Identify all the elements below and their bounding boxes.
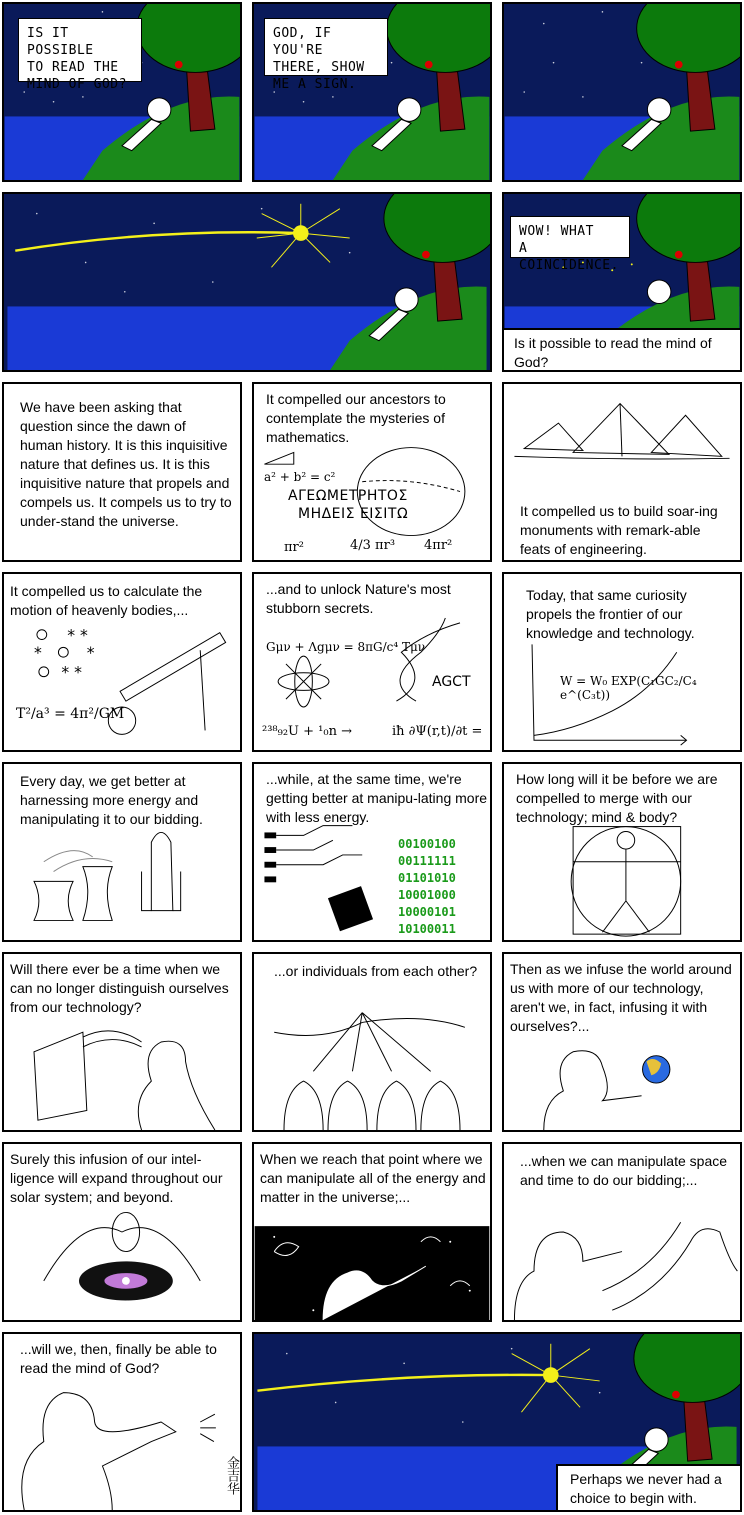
panel-caption: ...and to unlock Nature's most stubborn secrets. [266, 581, 451, 616]
panel-caption: Then as we infuse the world around us with more of our technology, aren't we, in fact, infusing it with ourselves?... [510, 961, 732, 1034]
panel-6 [2, 382, 242, 562]
panel-8 [502, 382, 742, 562]
dna-label: AGCT [432, 674, 471, 690]
panel-caption: We have been asking that question since the dawn of human history. It is this inquisitive nature that defines us. It is this inquisitive nature that propels and compels us. It compels us to try to under-stand the universe. [20, 399, 232, 529]
panel-caption: ...when we can manipulate space and time to do our bidding;... [520, 1153, 728, 1188]
panel-3 [502, 2, 742, 182]
galaxy-in-hands-drawing [4, 1144, 240, 1320]
panel-15 [2, 952, 242, 1132]
speech-bubble: WOW! WHAT A COINCIDENCE. [510, 216, 630, 258]
caption-box: Perhaps we never had a choice to begin with. [556, 1464, 742, 1512]
panel-caption: It compelled our ancestors to contemplate the mysteries of mathematics. [266, 391, 446, 445]
circle-area-formula: πr² [284, 540, 304, 555]
panel-17 [502, 952, 742, 1132]
svg-text:* *: * * [61, 662, 82, 682]
panel-7 [252, 382, 492, 562]
nuclear-fission-equation: ²³⁸₉₂U + ¹₀n → [262, 724, 352, 739]
panel-19 [252, 1142, 492, 1322]
speech-bubble: IS IT POSSIBLE TO READ THE MIND OF GOD? [18, 18, 142, 82]
panel-18 [2, 1142, 242, 1322]
panel-2 [252, 2, 492, 182]
svg-text:* *: * * [67, 625, 88, 645]
panel-5 [502, 192, 742, 372]
panel-caption: Every day, we get better at harnessing more energy and manipulating it to our bidding. [20, 773, 203, 827]
sphere-volume-formula: 4/3 πr³ [350, 538, 396, 553]
connected-individuals-drawing [254, 954, 490, 1130]
panel-4 [2, 192, 492, 372]
panel-10 [252, 572, 492, 752]
binary-line: 10100011 [398, 922, 456, 936]
greek-inscription-1: ΑΓΕΩΜΕΤΡΗΤΟΣ [288, 488, 408, 504]
panel-caption: ...while, at the same time, we're getting better at manipu-lating more with less energy. [266, 771, 488, 825]
panel-13 [252, 762, 492, 942]
panel-14 [502, 762, 742, 942]
artist-signature: 金吉华 [224, 1456, 239, 1495]
vitruvian-cyborg-drawing [504, 764, 740, 940]
panel-caption: Will there ever be a time when we can no longer distinguish ourselves from our technology? [10, 961, 229, 1015]
reaching-person-drawing [4, 1334, 240, 1510]
growth-graph [504, 574, 740, 750]
panel-caption: Today, that same curiosity propels the frontier of our knowledge and technology. [526, 587, 695, 641]
panel-1 [2, 2, 242, 182]
spacetime-grid-drawing [504, 1144, 740, 1320]
panel-21 [2, 1332, 242, 1512]
svg-text:*: * [86, 643, 95, 663]
panel-11 [502, 572, 742, 752]
panel-caption: It compelled us to build soar-ing monuments with remark-able feats of engineering. [520, 503, 718, 557]
panel-caption: ...or individuals from each other? [274, 963, 478, 979]
earth-infusion-drawing [504, 954, 740, 1130]
panel-caption: It compelled us to calculate the motion of heavenly bodies,... [10, 583, 203, 618]
growth-equation: W = W₀ EXP(C₁GC₂/C₄ e^(C₃t)) [560, 674, 697, 702]
panel-16 [252, 952, 492, 1132]
panel-caption: Surely this infusion of our intel-ligence will expand throughout our solar system; and beyond. [10, 1151, 223, 1205]
panel-12 [2, 762, 242, 942]
sphere-surface-formula: 4πr² [424, 538, 453, 553]
kepler-equation: T²/a³ = 4π²/GM [16, 706, 125, 722]
panel-caption: When we reach that point where we can manipulate all of the energy and matter in the universe;... [260, 1151, 486, 1205]
telescope-drawing [4, 574, 240, 750]
pythagorean-equation: a² + b² = c² [264, 470, 336, 484]
binary-line: 01101010 [398, 871, 456, 885]
panel-20 [502, 1142, 742, 1322]
speech-bubble: GOD, IF YOU'RE THERE, SHOW ME A SIGN. [264, 18, 388, 76]
svg-text:*: * [34, 643, 42, 663]
person-plugged-in-drawing [4, 954, 240, 1130]
meteor-scene-art [4, 194, 490, 370]
einstein-field-equation: Gμν + Λgμν = 8πG/c⁴ Tμν [266, 640, 426, 654]
greek-inscription-2: ΜΗΔΕΙΣ ΕΙΣΙΤΩ [298, 506, 409, 522]
universe-drawing [254, 1144, 490, 1320]
binary-line: 10001000 [398, 888, 456, 902]
schrodinger-equation: iħ ∂Ψ(r,t)/∂t = [392, 724, 483, 739]
panel-22 [252, 1332, 742, 1512]
binary-line: 10000101 [398, 905, 456, 919]
binary-readout [398, 836, 456, 938]
power-and-shuttle-drawing [4, 764, 240, 940]
night-scene-art [504, 4, 740, 180]
caption-box: Is it possible to read the mind of God? [502, 328, 742, 372]
panel-9 [2, 572, 242, 752]
binary-line: 00111111 [398, 854, 456, 868]
panel-caption: How long will it be before we are compelled to merge with our technology; mind & body? [516, 771, 718, 825]
binary-line: 00100100 [398, 837, 456, 851]
panel-caption: ...will we, then, finally be able to read the mind of God? [20, 1341, 217, 1376]
